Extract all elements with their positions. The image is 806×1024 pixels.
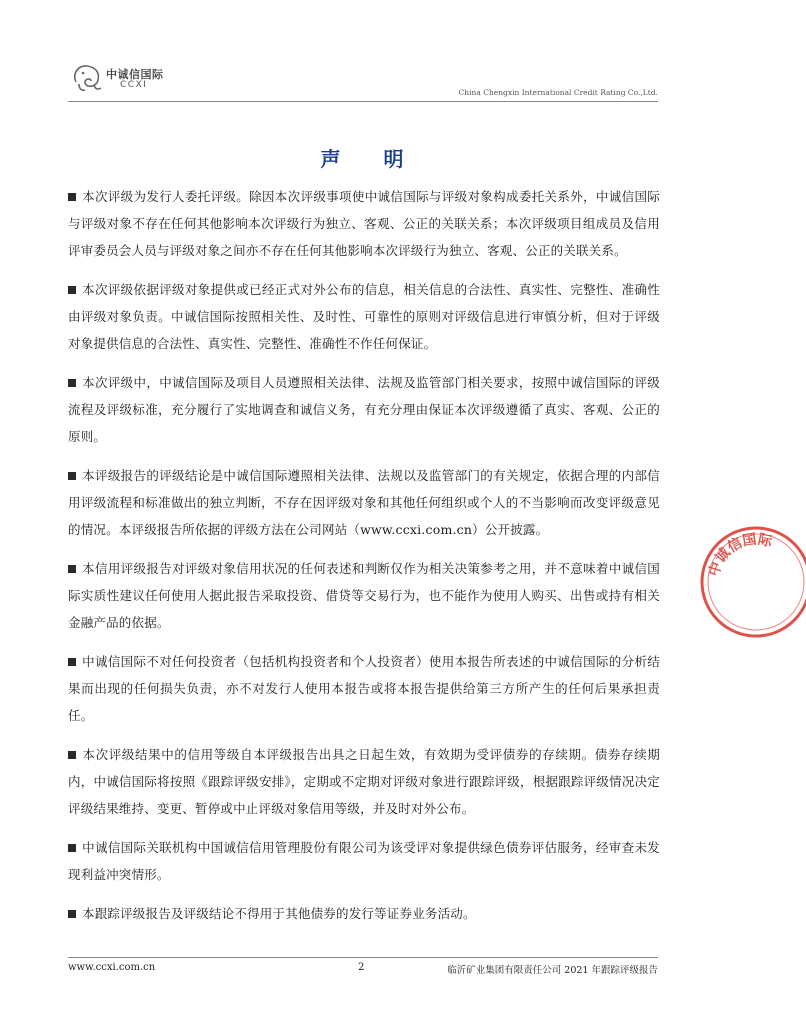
statement-text: 本次评级为发行人委托评级。除因本次评级事项使中诚信国际与评级对象构成委托关系外，中诚信国际与评级对象不存在任何其他影响本次评级行为独立、客观、公正的关联关系；本次评级项目组成员及信用评审委员会人员与评级对象之间亦不存在任何其他影响本次评级行为独立、客观、公正的关联关系。 <box>68 189 660 258</box>
square-bullet-icon <box>68 193 76 201</box>
footer-report-name: 临沂矿业集团有限责任公司 2021 年跟踪评级报告 <box>447 965 658 976</box>
statement-text: 中诚信国际不对任何投资者（包括机构投资者和个人投资者）使用本报告所表述的中诚信国际的分析结果而出现的任何损失负责，亦不对发行人使用本报告或将本报告提供给第三方所产生的任何后果承担责任。 <box>68 654 660 723</box>
seal-text: 中诚信国际 <box>706 531 774 579</box>
square-bullet-icon <box>68 658 76 666</box>
footer-divider <box>68 957 658 958</box>
page-header <box>68 58 658 102</box>
statement-paragraph <box>68 369 660 450</box>
statement-paragraph <box>68 555 660 636</box>
statement-paragraph <box>68 648 660 729</box>
statement-text: 中诚信国际关联机构中国诚信信用管理股份有限公司为该受评对象提供绿色债券评估服务，经审查未发现利益冲突情形。 <box>68 840 660 882</box>
square-bullet-icon <box>68 751 76 759</box>
statement-paragraph <box>68 183 660 264</box>
statement-list <box>68 183 660 939</box>
statement-paragraph <box>68 834 660 888</box>
square-bullet-icon <box>68 286 76 294</box>
statement-paragraph <box>68 462 660 543</box>
square-bullet-icon <box>68 472 76 480</box>
square-bullet-icon <box>68 910 76 918</box>
company-english-name: China Chengxin International Credit Rating Co.,Ltd. <box>458 88 658 97</box>
ccxi-logo <box>68 58 178 98</box>
logo-chinese-name: 中诚信国际 <box>106 68 164 81</box>
statement-text: 本次评级中，中诚信国际及项目人员遵照相关法律、法规及监管部门相关要求，按照中诚信国际的评级流程及评级标准，充分履行了实地调查和诚信义务，有充分理由保证本次评级遵循了真实、客观、公正的原则。 <box>68 375 660 444</box>
square-bullet-icon <box>68 844 76 852</box>
header-divider <box>68 101 658 102</box>
statement-text: 本次评级依据评级对象提供或已经正式对外公布的信息，相关信息的合法性、真实性、完整性、准确性由评级对象负责。中诚信国际按照相关性、及时性、可靠性的原则对评级信息进行审慎分析，但对于评级对象提供信息的合法性、真实性、完整性、准确性不作任何保证。 <box>68 282 660 351</box>
statement-text: 本跟踪评级报告及评级结论不得用于其他债券的发行等证券业务活动。 <box>82 906 476 921</box>
company-seal-icon <box>696 522 806 642</box>
statement-text: 本次评级结果中的信用等级自本评级报告出具之日起生效，有效期为受评债券的存续期。债券存续期内，中诚信国际将按照《跟踪评级安排》，定期或不定期对评级对象进行跟踪评级，根据跟踪评级情况决定评级结果维持、变更、暂停或中止评级对象信用等级，并及时对外公布。 <box>68 747 660 816</box>
statement-paragraph <box>68 276 660 357</box>
statement-text: 本信用评级报告对评级对象信用状况的任何表述和判断仅作为相关决策参考之用，并不意味着中诚信国际实质性建议任何使用人据此报告采取投资、借贷等交易行为，也不能作为使用人购买、出售或持有相关金融产品的依据。 <box>68 561 660 630</box>
elephant-logo-icon <box>70 60 106 96</box>
page-title: 声 明 <box>320 147 422 171</box>
square-bullet-icon <box>68 565 76 573</box>
footer-website: www.ccxi.com.cn <box>68 962 156 973</box>
square-bullet-icon <box>68 379 76 387</box>
statement-paragraph <box>68 741 660 822</box>
footer-page-number: 2 <box>358 962 365 973</box>
logo-english-name: CCXI <box>120 80 148 90</box>
statement-paragraph <box>68 900 660 927</box>
svg-text:中诚信国际 <box>705 531 774 579</box>
statement-text: 本评级报告的评级结论是中诚信国际遵照相关法律、法规以及监管部门的有关规定，依据合理的内部信用评级流程和标准做出的独立判断，不存在因评级对象和其他任何组织或个人的不当影响而改变评级意见的情况。本评级报告所依据的评级方法在公司网站（www.ccxi.com.cn）公开披露。 <box>68 468 660 537</box>
